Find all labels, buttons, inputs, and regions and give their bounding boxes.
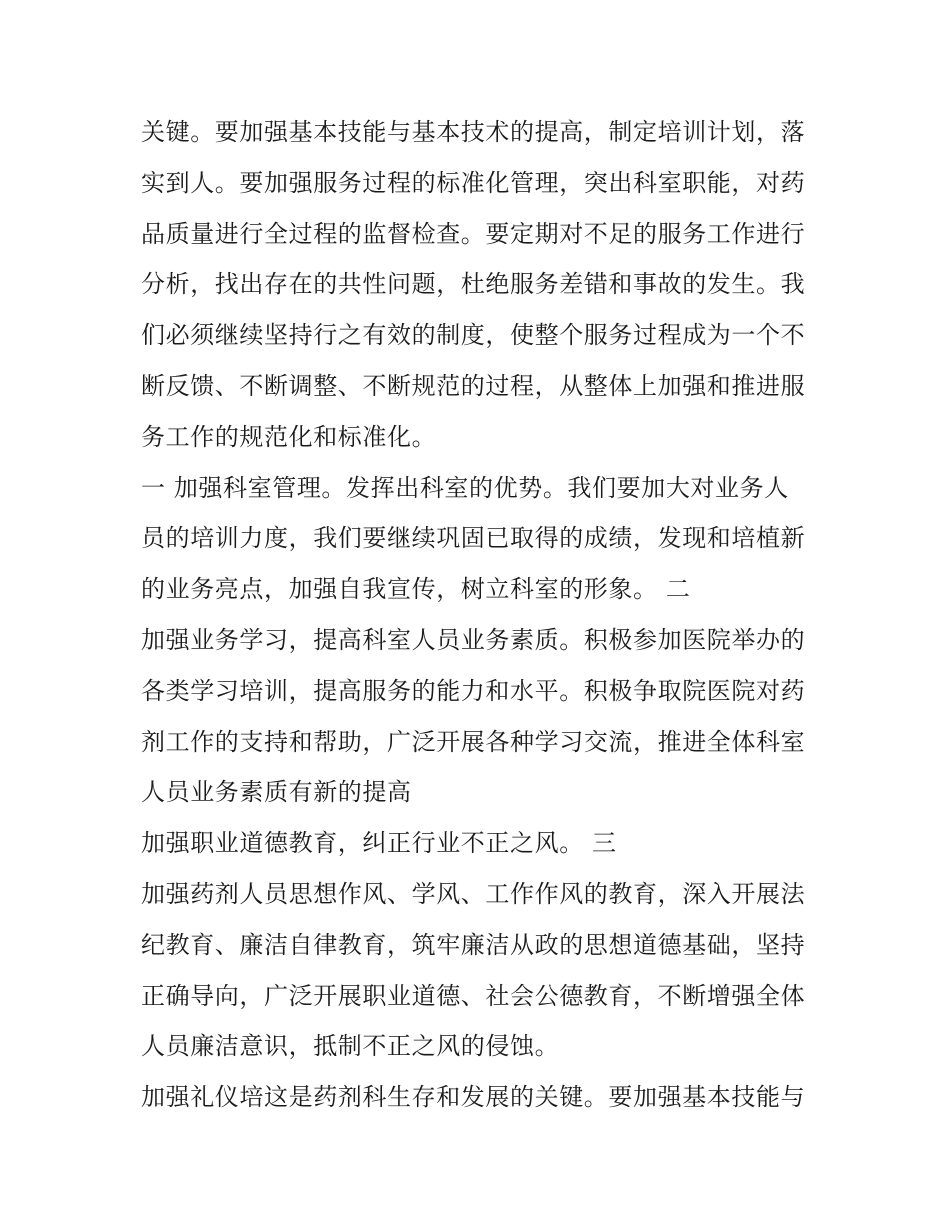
text-line: 们必须继续坚持行之有效的制度，使整个服务过程成为一个不 [141,321,806,350]
text-line: 务工作的规范化和标准化。 [141,422,437,451]
text-line: 的业务亮点，加强自我宣传，树立科室的形象。 二 [141,575,691,604]
text-line: 分析，找出存在的共性问题，杜绝服务差错和事故的发生。我 [141,270,806,299]
document-body [141,107,821,1123]
text-line: 关键。要加强基本技能与基本技术的提高，制定培训计划，落 [141,118,806,146]
text-line: 各类学习培训，提高服务的能力和水平。积极争取院医院对药 [141,676,806,705]
text-line: 一 加强科室管理。发挥出科室的优势。我们要加大对业务人 [141,473,789,502]
text-line: 断反馈、不断调整、不断规范的过程，从整体上加强和推进服 [141,371,806,400]
text-line: 人员业务素质有新的提高 [141,778,412,807]
text-line: 品质量进行全过程的监督检查。要定期对不足的服务工作进行 [141,219,806,248]
text-line: 实到人。要加强服务过程的标准化管理，突出科室职能，对药 [141,168,806,197]
text-line: 剂工作的支持和帮助，广泛开展各种学习交流，推进全体科室 [141,727,806,756]
text-line: 加强礼仪培这是药剂科生存和发展的关键。要加强基本技能与 [141,1083,806,1112]
text-line: 加强业务学习，提高科室人员业务素质。积极参加医院举办的 [141,625,806,654]
text-line: 人员廉洁意识，抵制不正之风的侵蚀。 [141,1032,560,1061]
text-line: 正确导向，广泛开展职业道德、社会公德教育，不断增强全体 [141,981,806,1010]
text-line: 加强职业道德教育，纠正行业不正之风。 三 [141,829,617,858]
text-line: 员的培训力度，我们要继续巩固已取得的成绩，发现和培植新 [141,524,806,553]
text-line: 加强药剂人员思想作风、学风、工作作风的教育，深入开展法 [141,879,806,908]
text-line: 纪教育、廉洁自律教育，筑牢廉洁从政的思想道德基础，坚持 [141,930,806,959]
